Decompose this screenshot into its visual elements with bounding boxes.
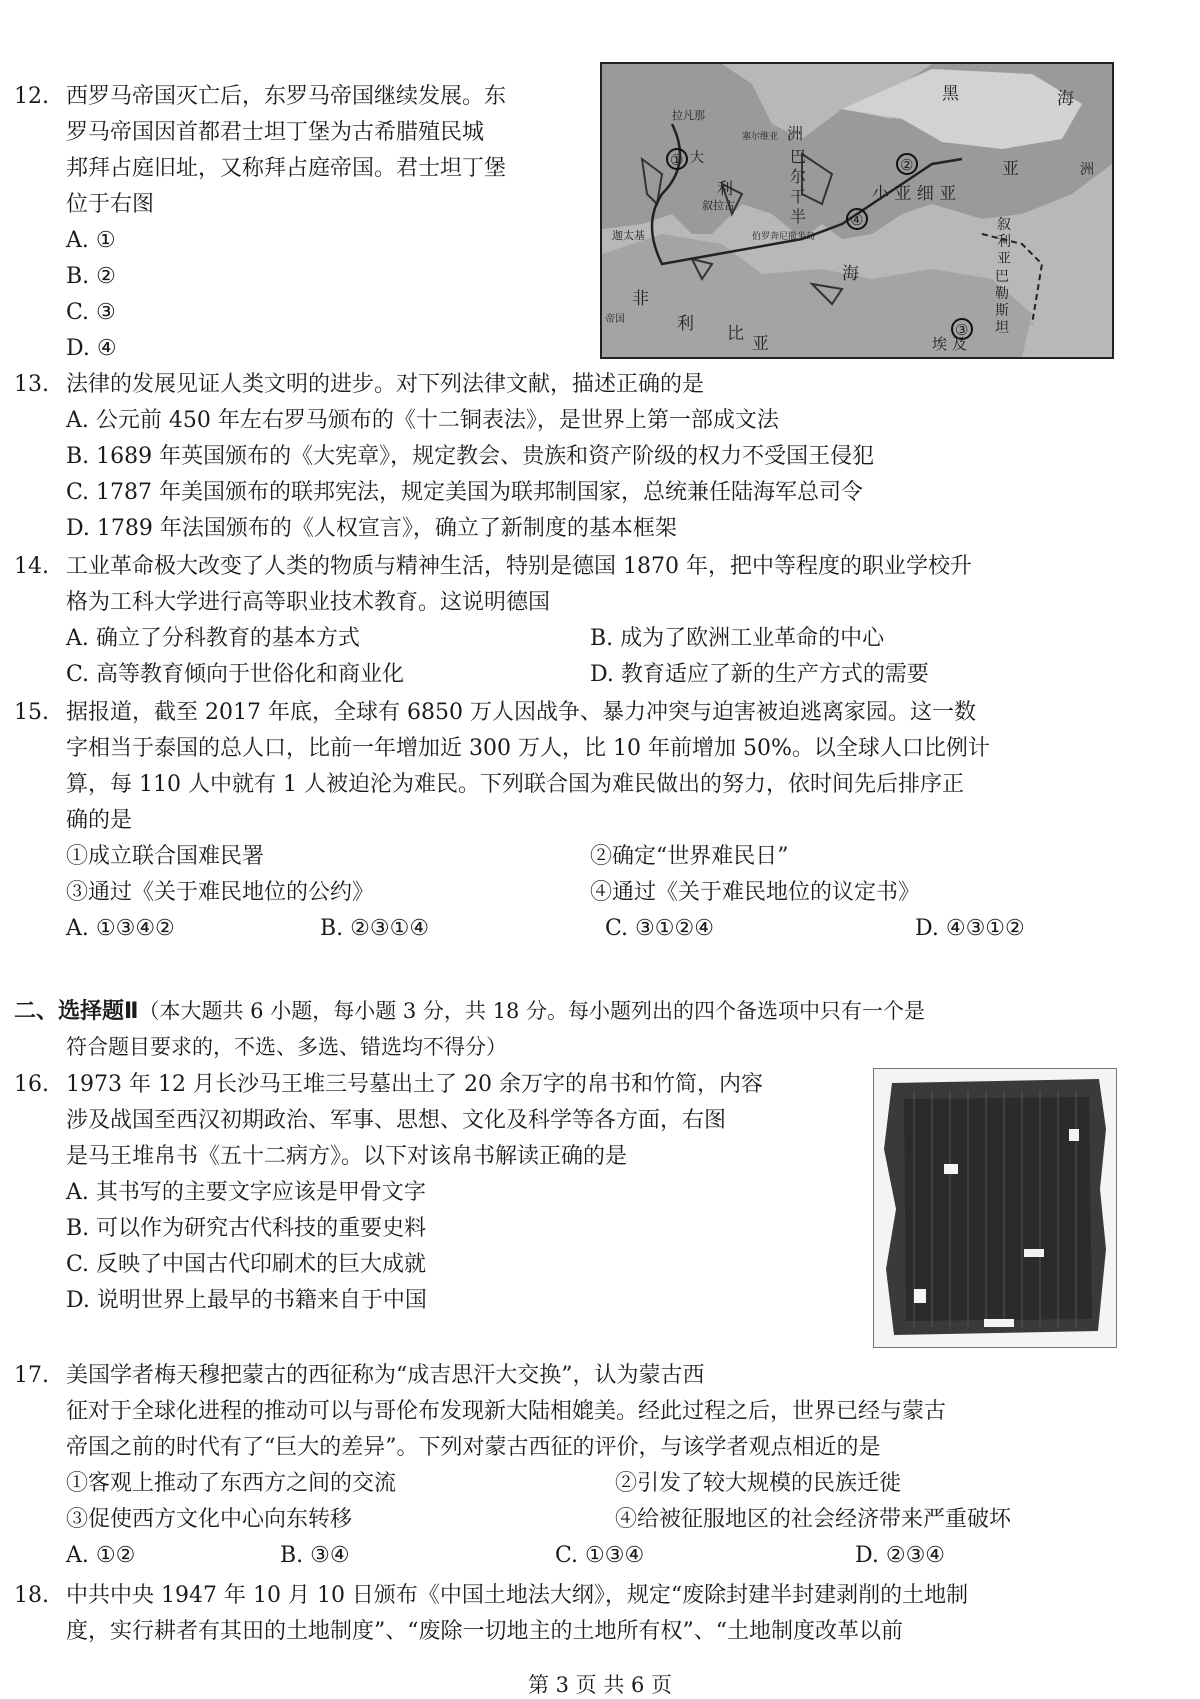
question-text: 法律的发展见证人类文明的进步。对下列法律文献，描述正确的是 [66,372,705,397]
question-text: 罗马帝国因首都君士坦丁堡为古希腊殖民城 [66,120,485,145]
question-number: 14. [14,554,49,579]
section-title: 二、选择题Ⅱ [14,999,139,1024]
statement-item: ④给被征服地区的社会经济带来严重破坏 [615,1507,1012,1532]
question-text: 征对于全球化进程的推动可以与哥伦布发现新大陆相媲美。经此过程之后，世界已经与蒙古 [66,1399,947,1424]
option-b: B. ③④ [280,1543,350,1568]
statement-item: ④通过《关于难民地位的议定书》 [590,880,921,905]
question-text: 度，实行耕者有其田的土地制度”、“废除一切地主的土地所有权”、“土地制度改革以前 [66,1619,903,1644]
option-c: C. ①③④ [555,1543,645,1568]
option-a: A. 其书写的主要文字应该是甲骨文字 [66,1180,426,1205]
historical-map [600,62,1114,359]
question-text: 工业革命极大改变了人类的物质与精神生活，特别是德国 1870 年，把中等程度的职业学校升 [66,554,972,579]
page-footer: 第 3 页 共 6 页 [527,1673,673,1697]
option-a: A. 公元前 450 年左右罗马颁布的《十二铜表法》，是世界上第一部成文法 [66,408,779,433]
map-label: 亚 [997,251,1011,267]
option-d: D. 教育适应了新的生产方式的需要 [590,662,929,687]
map-label: 利 [717,179,734,198]
map-label: 半 [790,207,807,226]
option-c: C. 反映了中国古代印刷术的巨大成就 [66,1252,427,1277]
option-c: C. 高等教育倾向于世俗化和商业化 [66,662,405,687]
map-label: 干 [790,187,807,206]
question-number: 15. [14,700,49,725]
map-label: 洲 [787,124,804,143]
map-label: 巴 [995,269,1009,285]
map-label: 叙拉古 [702,199,735,212]
section-description: 符合题目要求的，不选、多选、错选均不得分） [66,1035,507,1059]
map-label: 叙 [997,217,1011,233]
question-text: 据报道，截至 2017 年底，全球有 6850 万人因战争、暴力冲突与迫害被迫逃离家园。这一数 [66,700,976,725]
option-b: B. 1689 年英国颁布的《大宪章》，规定教会、贵族和资产阶级的权力不受国王侵犯 [66,444,875,469]
question-text: 字相当于泰国的总人口，比前一年增加近 300 万人，比 10 年前增加 50%。以全球人口比例计 [66,736,990,761]
option-c: C. ③①②④ [605,916,714,941]
map-label: 海 [1057,89,1074,109]
map-label: 亚 [1002,159,1019,179]
statement-item: ③通过《关于难民地位的公约》 [66,880,375,905]
option-d: D. 说明世界上最早的书籍来自于中国 [66,1288,427,1313]
question-text: 西罗马帝国灭亡后，东罗马帝国继续发展。东 [66,84,507,109]
question-text: 美国学者梅天穆把蒙古的西征称为“成吉思汗大交换”，认为蒙古西 [66,1363,705,1388]
option-b: B. ②③①④ [320,916,430,941]
statement-item: ②引发了较大规模的民族迁徙 [615,1471,902,1496]
question-text: 位于右图 [66,192,155,217]
silk-manuscript-image [873,1068,1117,1348]
question-text: 算，每 110 人中就有 1 人被迫沦为难民。下列联合国为难民做出的努力，依时间先后排序正 [66,772,964,797]
question-text: 格为工科大学进行高等职业技术教育。这说明德国 [66,590,551,615]
map-label: 迦太基 [612,229,645,242]
map-label: 帝国 [605,314,625,325]
option-b: B. 成为了欧洲工业革命的中心 [590,626,885,651]
map-label: 海 [842,264,859,284]
map-label: 拉凡那 [672,109,705,122]
option-d: D. 1789 年法国颁布的《人权宣言》，确立了新制度的基本框架 [66,516,677,541]
map-label: 大 [690,150,704,166]
map-label: 利 [677,314,694,334]
question-number: 17. [14,1363,49,1388]
map-label: 埃 及 [932,335,967,353]
section-heading [14,996,925,1027]
map-label: 非 [632,289,649,309]
question-text: 是马王堆帛书《五十二病方》。以下对该帛书解读正确的是 [66,1144,628,1169]
question-number: 13. [14,372,49,397]
map-label: 塞尔维亚 [742,132,779,142]
question-number: 18. [14,1583,49,1608]
map-marker: ① [670,151,684,169]
option-c: C. 1787 年美国颁布的联邦宪法，规定美国为联邦制国家，总统兼任陆海军总司令 [66,480,864,505]
option-d: D. ④③①② [915,916,1025,941]
map-marker: ④ [850,211,864,229]
option-a: A. ① [66,228,116,253]
question-text: 邦拜占庭旧址，又称拜占庭帝国。君士坦丁堡 [66,156,507,181]
map-label: 利 [997,234,1011,250]
question-text: 确的是 [66,808,133,833]
map-label: 斯 [995,303,1009,319]
option-d: D. ④ [66,336,117,361]
statement-item: ②确定“世界难民日” [590,844,789,869]
question-text: 1973 年 12 月长沙马王堆三号墓出土了 20 余万字的帛书和竹简，内容 [66,1072,763,1097]
map-marker: ② [900,156,914,174]
option-d: D. ②③④ [855,1543,946,1568]
map-label: 黑 [942,84,959,104]
question-text: 涉及战国至西汉初期政治、军事、思想、文化及科学等各方面，右图 [66,1108,727,1133]
map-label: 尔 [790,167,807,186]
option-a: A. 确立了分科教育的基本方式 [66,626,360,651]
map-label: 比 [727,324,744,344]
statement-item: ③促使西方文化中心向东转移 [66,1507,353,1532]
section-description: （本大题共 6 小题，每小题 3 分，共 18 分。每小题列出的四个备选项中只有一个是 [138,999,925,1023]
map-marker: ③ [955,321,969,339]
option-b: B. ② [66,264,116,289]
option-c: C. ③ [66,300,116,325]
question-number: 12. [14,84,49,109]
question-text: 中共中央 1947 年 10 月 10 日颁布《中国土地法大纲》，规定“废除封建半封建剥削的土地制 [66,1583,969,1608]
map-label: 小 亚 细 亚 [872,184,957,204]
question-text: 帝国之前的时代有了“巨大的差异”。下列对蒙古西征的评价，与该学者观点相近的是 [66,1435,881,1460]
question-number: 16. [14,1072,49,1097]
statement-item: ①成立联合国难民署 [66,844,265,869]
option-b: B. 可以作为研究古代科技的重要史料 [66,1216,427,1241]
map-label: 巴 [790,147,807,166]
map-label: 亚 [752,334,769,354]
map-label: 勒 [995,286,1009,302]
map-label: 伯罗奔尼撒半岛 [752,232,816,242]
map-label: 洲 [1080,162,1094,178]
statement-item: ①客观上推动了东西方之间的交流 [66,1471,397,1496]
option-a: A. ①③④② [66,916,175,941]
map-label: 坦 [995,320,1009,336]
option-a: A. ①② [66,1543,136,1568]
